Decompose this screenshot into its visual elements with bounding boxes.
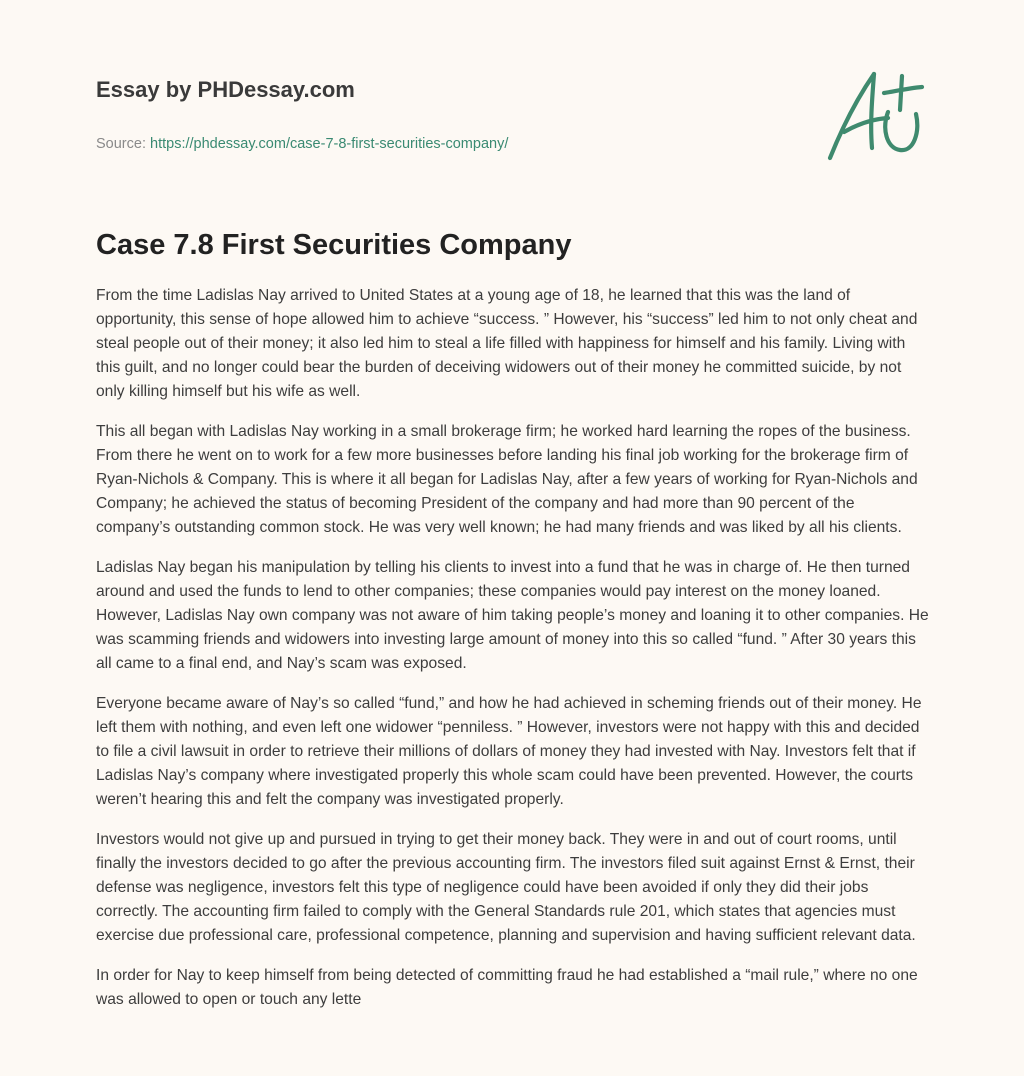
site-brand: Essay by PHDessay.com (96, 77, 355, 102)
essay-paragraph: This all began with Ladislas Nay working in a small brokerage firm; he worked hard learning the ropes of the business. From there he went on to work for a few more businesses before landing his final job working for the brokerage firm of Ryan-Nichols & Company. This is where it all began for Ladislas Nay, after a few years of working for Ryan-Nichols and Company; he achieved the status of becoming President of the company and had more than 90 percent of the company’s outstanding common stock. He was very well known; he had many friends and was liked by all his clients. (96, 423, 918, 536)
essay-paragraph: From the time Ladislas Nay arrived to United States at a young age of 18, he learned that this was the land of opportunity, this sense of hope allowed him to achieve “success. ” However, his “success” led him to not only cheat and steal people out of their money; it also led him to steal a life filled with happiness for himself and his family. Living with this guilt, and no longer could bear the burden of deceiving widowers out of their money he committed suicide, by not only killing himself but his wife as well. (96, 287, 918, 400)
essay-body (96, 284, 930, 1028)
essay-paragraph: In order for Nay to keep himself from being detected of committing fraud he had established a “mail rule,” where no one was allowed to open or touch any lette (96, 967, 918, 1008)
essay-paragraph: Everyone became aware of Nay’s so called “fund,” and how he had achieved in scheming friends out of their money. He left them with nothing, and even left one widower “penniless. ” However, investors were not happy with this and decided to file a civil lawsuit in order to retrieve their millions of dollars of money they had invested with Nay. Investors felt that if Ladislas Nay’s company where investigated properly this whole scam could have been prevented. However, the courts weren’t hearing this and felt the company was investigated properly. (96, 695, 922, 808)
page-header (96, 76, 796, 154)
essay-title: Case 7.8 First Securities Company (96, 229, 572, 261)
source-label: Source: (96, 136, 146, 152)
a-plus-logo-icon (822, 66, 926, 164)
essay-paragraph: Ladislas Nay began his manipulation by telling his clients to invest into a fund that he was in charge of. He then turned around and used the funds to lend to other companies; these companies would pay interest on the money loaned. However, Ladislas Nay own company was not aware of him taking people’s money and loaning it to other companies. He was scamming friends and widowers into investing large amount of money into this so called “fund. ” After 30 years this all came to a final end, and Nay’s scam was exposed. (96, 559, 929, 672)
source-line (96, 134, 796, 154)
source-link[interactable]: https://phdessay.com/case-7-8-first-securities-company/ (150, 136, 509, 152)
essay-paragraph: Investors would not give up and pursued in trying to get their money back. They were in and out of court rooms, until finally the investors decided to go after the previous accounting firm. The investors filed suit against Ernst & Ernst, their defense was negligence, investors felt this type of negligence could have been avoided if only they did their jobs correctly. The accounting firm failed to comply with the General Standards rule 201, which states that agencies must exercise due professional care, professional competence, planning and supervision and having sufficient relevant data. (96, 831, 916, 944)
